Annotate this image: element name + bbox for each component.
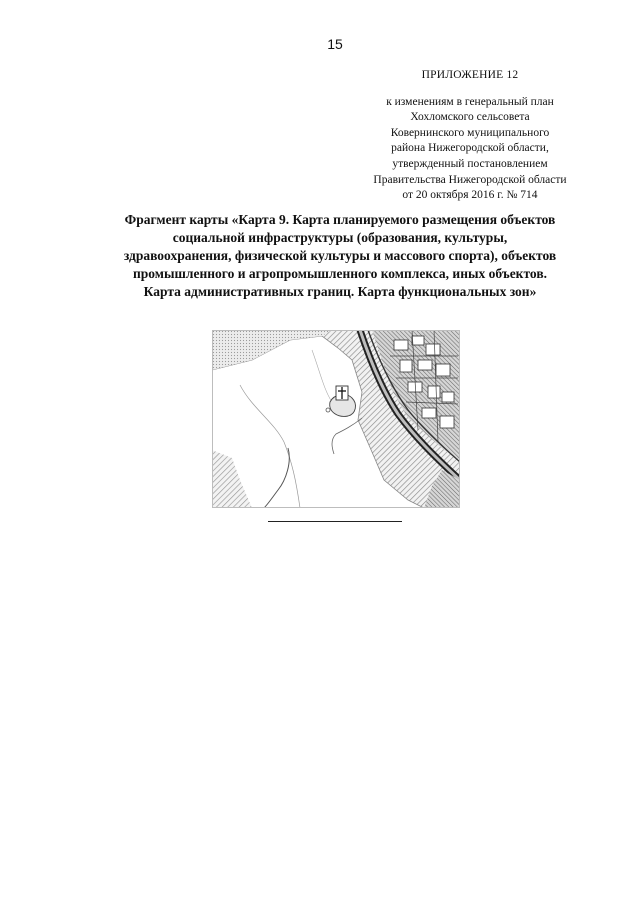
appendix-line: Правительства Нижегородской области <box>373 173 567 186</box>
appendix-line: утвержденный постановлением <box>392 157 548 170</box>
building-block <box>440 416 454 428</box>
building-block <box>422 408 436 418</box>
building-block <box>394 340 408 350</box>
page-number: 15 <box>327 36 343 52</box>
appendix-block <box>350 68 590 204</box>
building-block <box>426 344 440 355</box>
building-block <box>418 360 432 370</box>
appendix-line: района Нижегородской области, <box>391 142 549 155</box>
heading-line: Фрагмент карты «Карта 9. Карта планируемого размещения объектов <box>124 212 556 227</box>
appendix-line: Хохломского сельсовета <box>410 111 530 124</box>
heading-line: Карта административных границ. Карта функциональных зон» <box>143 284 537 299</box>
appendix-line: от 20 октября 2016 г. № 714 <box>402 189 538 202</box>
building-block <box>442 392 454 402</box>
heading-line: социальной инфраструктуры (образования, культуры, <box>172 230 508 245</box>
heading-line: промышленного и агропромышленного комплекса, иных объектов. <box>133 266 547 281</box>
appendix-line: к изменениям в генеральный план <box>386 95 554 108</box>
building-block <box>428 386 440 398</box>
building-block <box>436 364 450 376</box>
building-block <box>412 336 424 345</box>
map-fragment-image <box>212 330 460 508</box>
appendix-title: ПРИЛОЖЕНИЕ 12 <box>421 69 519 81</box>
appendix-line: Ковернинского муниципального <box>390 126 550 139</box>
map-fragment-heading <box>60 211 620 301</box>
heading-line: здравоохранения, физической культуры и массового спорта), объектов <box>123 248 557 263</box>
end-divider <box>268 521 402 522</box>
building-block <box>400 360 412 372</box>
